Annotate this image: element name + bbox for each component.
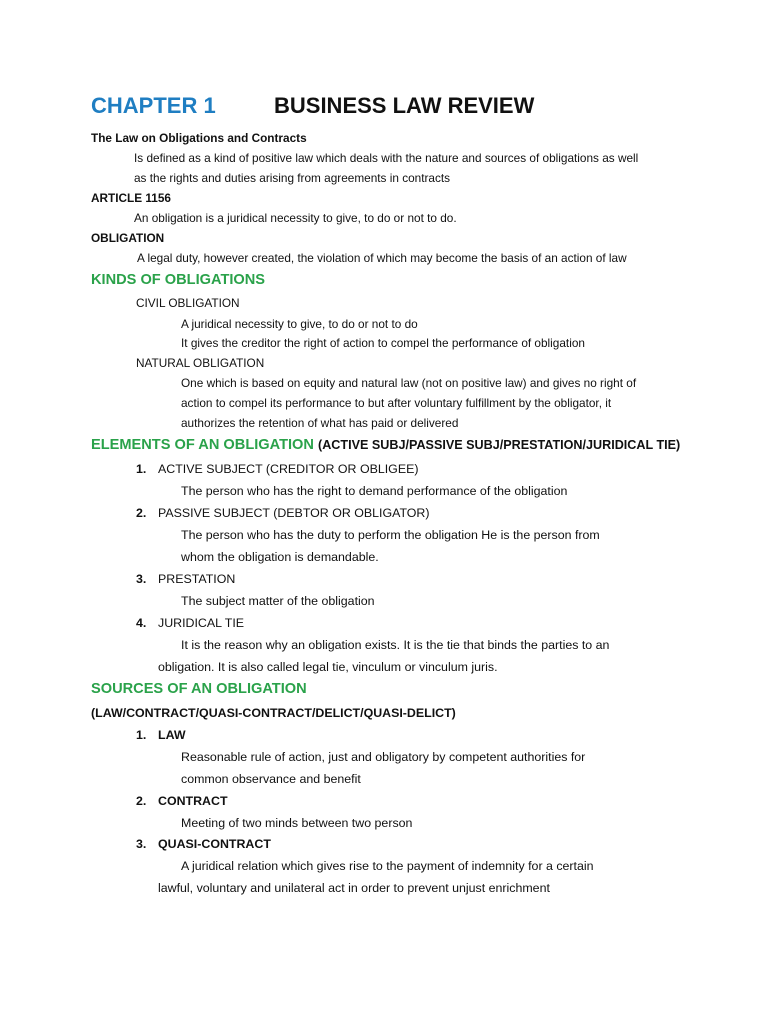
element-item-3-label: PRESTATION	[158, 572, 236, 586]
source-item-1-line-2: common observance and benefit	[181, 772, 361, 786]
elements-heading-row	[91, 436, 680, 454]
element-item-4-line-1: It is the reason why an obligation exists. It is the tie that binds the parties to an	[181, 638, 610, 652]
source-item-3-label-row	[136, 836, 271, 852]
element-item-1-label-row	[136, 461, 418, 477]
element-item-1-label: ACTIVE SUBJECT (CREDITOR OR OBLIGEE)	[158, 462, 419, 476]
civil-obligation-line-2: It gives the creditor the right of action to compel the performance of obligation	[181, 336, 585, 350]
element-item-4-label: JURIDICAL TIE	[158, 616, 245, 630]
intro-heading: The Law on Obligations and Contracts	[91, 131, 307, 145]
element-item-2-line-1: The person who has the duty to perform the obligation He is the person from	[181, 528, 600, 542]
element-item-2-label: PASSIVE SUBJECT (DEBTOR OR OBLIGATOR)	[158, 506, 430, 520]
civil-obligation-line-1: A juridical necessity to give, to do or not to do	[181, 317, 418, 331]
source-item-1-label-row	[136, 727, 186, 743]
element-item-1-line-1: The person who has the right to demand performance of the obligation	[181, 484, 568, 498]
obligation-text: A legal duty, however created, the violation of which may become the basis of an action of law	[137, 251, 627, 265]
natural-obligation-line-3: authorizes the retention of what has paid or delivered	[181, 416, 459, 430]
chapter-label: CHAPTER 1	[91, 93, 216, 118]
civil-obligation-label: CIVIL OBLIGATION	[136, 296, 240, 310]
kinds-heading: KINDS OF OBLIGATIONS	[91, 272, 266, 288]
sources-heading: SOURCES OF AN OBLIGATION	[91, 681, 307, 697]
list-number: 3.	[136, 572, 147, 586]
element-item-3-line-1: The subject matter of the obligation	[181, 594, 375, 608]
natural-obligation-line-1: One which is based on equity and natural law (not on positive law) and gives no right of	[181, 376, 637, 390]
list-number: 2.	[136, 506, 147, 520]
element-item-4-label-row	[136, 615, 244, 631]
intro-definition-line-2: as the rights and duties arising from agreements in contracts	[134, 171, 451, 185]
list-number: 2.	[136, 794, 147, 808]
list-number: 1.	[136, 462, 147, 476]
source-item-2-label-row	[136, 793, 228, 809]
source-item-3-label: QUASI-CONTRACT	[158, 837, 271, 851]
obligation-heading: OBLIGATION	[91, 231, 165, 245]
elements-heading: ELEMENTS OF AN OBLIGATION	[91, 437, 314, 453]
intro-definition-line-1: Is defined as a kind of positive law which deals with the nature and sources of obligations as well	[134, 151, 639, 165]
list-number: 4.	[136, 616, 147, 630]
source-item-3-line-2: lawful, voluntary and unilateral act in order to prevent unjust enrichment	[158, 881, 550, 895]
natural-obligation-label: NATURAL OBLIGATION	[136, 356, 265, 370]
source-item-1-label: LAW	[158, 728, 186, 742]
sources-aside: (LAW/CONTRACT/QUASI-CONTRACT/DELICT/QUASI-DELICT)	[91, 706, 456, 720]
article-text: An obligation is a juridical necessity to give, to do or not to do.	[134, 211, 457, 225]
document-title: BUSINESS LAW REVIEW	[274, 93, 535, 118]
element-item-3-label-row	[136, 571, 235, 587]
source-item-3-line-1: A juridical relation which gives rise to the payment of indemnity for a certain	[181, 859, 594, 873]
list-number: 3.	[136, 837, 147, 851]
source-item-1-line-1: Reasonable rule of action, just and obligatory by competent authorities for	[181, 750, 586, 764]
elements-aside: (ACTIVE SUBJ/PASSIVE SUBJ/PRESTATION/JURIDICAL TIE)	[318, 438, 681, 452]
element-item-2-line-2: whom the obligation is demandable.	[181, 550, 379, 564]
natural-obligation-line-2: action to compel its performance to but after voluntary fulfillment by the obligator, it	[181, 396, 612, 410]
source-item-2-line-1: Meeting of two minds between two person	[181, 816, 413, 830]
source-item-2-label: CONTRACT	[158, 794, 228, 808]
element-item-2-label-row	[136, 505, 430, 521]
element-item-4-line-2: obligation. It is also called legal tie, vinculum or vinculum juris.	[158, 660, 498, 674]
list-number: 1.	[136, 728, 147, 742]
article-heading: ARTICLE 1156	[91, 191, 171, 205]
